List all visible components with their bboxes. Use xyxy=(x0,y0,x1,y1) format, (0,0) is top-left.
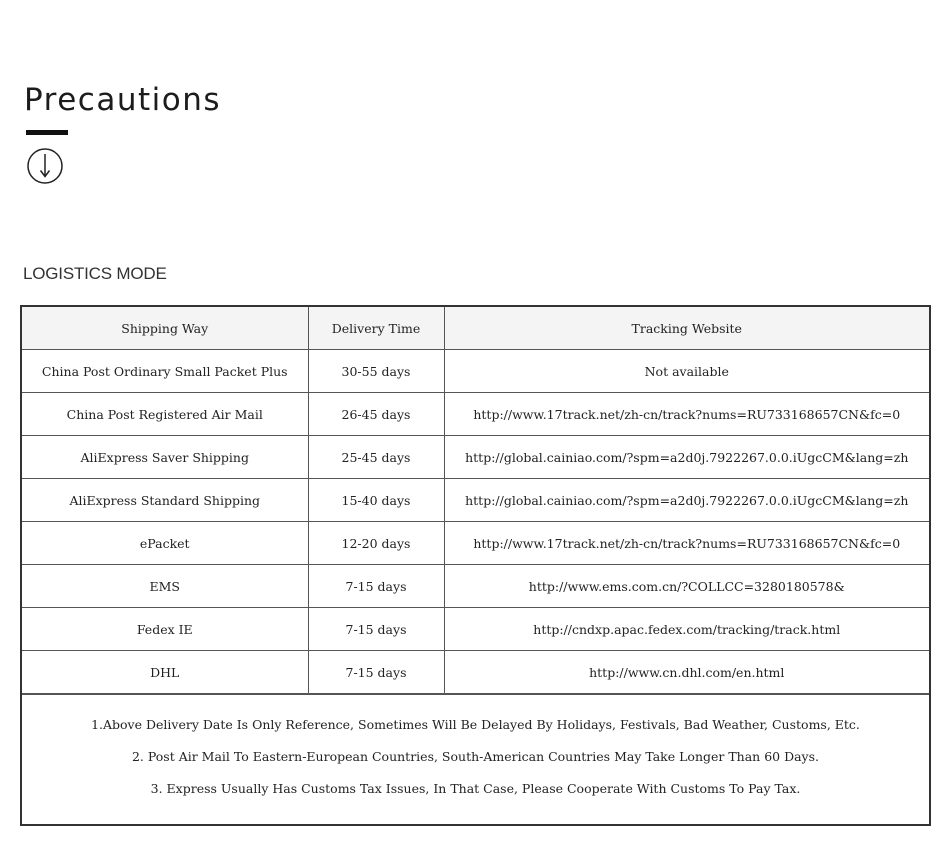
shipping-way-cell: China Post Registered Air Mail xyxy=(22,393,308,436)
section-label: LOGISTICS MODE xyxy=(23,264,167,283)
tracking-website-cell: http://www.cn.dhl.com/en.html xyxy=(444,651,929,694)
table-row xyxy=(22,350,929,393)
arrow-down-circle-icon xyxy=(26,147,64,185)
shipping-notes xyxy=(22,694,929,824)
tracking-website-cell: Not available xyxy=(444,350,929,393)
shipping-way-cell: EMS xyxy=(22,565,308,608)
page-title: Precautions xyxy=(24,82,222,118)
heading-underline xyxy=(26,130,68,135)
delivery-time-cell: 7-15 days xyxy=(308,651,444,694)
delivery-time-cell: 30-55 days xyxy=(308,350,444,393)
column-header-shipping-way: Shipping Way xyxy=(22,307,308,350)
column-header-tracking-website: Tracking Website xyxy=(444,307,929,350)
shipping-way-cell: AliExpress Saver Shipping xyxy=(22,436,308,479)
tracking-website-cell: http://global.cainiao.com/?spm=a2d0j.7922267.0.0.iUgcCM&lang=zh xyxy=(444,479,929,522)
tracking-website-cell: http://cndxp.apac.fedex.com/tracking/track.html xyxy=(444,608,929,651)
table-row xyxy=(22,436,929,479)
note-line: 1.Above Delivery Date Is Only Reference, Sometimes Will Be Delayed By Holidays, Festivals, Bad Weather, Customs, Etc. xyxy=(91,717,860,732)
note-line: 2. Post Air Mail To Eastern-European Countries, South-American Countries May Take Longer Than 60 Days. xyxy=(131,749,820,764)
table-header-row xyxy=(22,307,929,350)
table-row xyxy=(22,608,929,651)
column-header-delivery-time: Delivery Time xyxy=(308,307,444,350)
delivery-time-cell: 7-15 days xyxy=(308,565,444,608)
tracking-website-cell: http://www.ems.com.cn/?COLLCC=3280180578& xyxy=(444,565,929,608)
logistics-table xyxy=(22,307,929,694)
table-row xyxy=(22,522,929,565)
table-row xyxy=(22,479,929,522)
delivery-time-cell: 7-15 days xyxy=(308,608,444,651)
table-row xyxy=(22,393,929,436)
shipping-way-cell: Fedex IE xyxy=(22,608,308,651)
delivery-time-cell: 26-45 days xyxy=(308,393,444,436)
shipping-way-cell: China Post Ordinary Small Packet Plus xyxy=(22,350,308,393)
note-line: 3. Express Usually Has Customs Tax Issues, In That Case, Please Cooperate With Customs To Pay Tax. xyxy=(150,781,801,796)
tracking-website-cell: http://global.cainiao.com/?spm=a2d0j.7922267.0.0.iUgcCM&lang=zh xyxy=(444,436,929,479)
table-row xyxy=(22,651,929,694)
delivery-time-cell: 15-40 days xyxy=(308,479,444,522)
logistics-table-container xyxy=(20,305,931,826)
tracking-website-cell: http://www.17track.net/zh-cn/track?nums=RU733168657CN&fc=0 xyxy=(444,522,929,565)
shipping-way-cell: DHL xyxy=(22,651,308,694)
delivery-time-cell: 12-20 days xyxy=(308,522,444,565)
shipping-way-cell: AliExpress Standard Shipping xyxy=(22,479,308,522)
shipping-way-cell: ePacket xyxy=(22,522,308,565)
table-row xyxy=(22,565,929,608)
delivery-time-cell: 25-45 days xyxy=(308,436,444,479)
tracking-website-cell: http://www.17track.net/zh-cn/track?nums=RU733168657CN&fc=0 xyxy=(444,393,929,436)
